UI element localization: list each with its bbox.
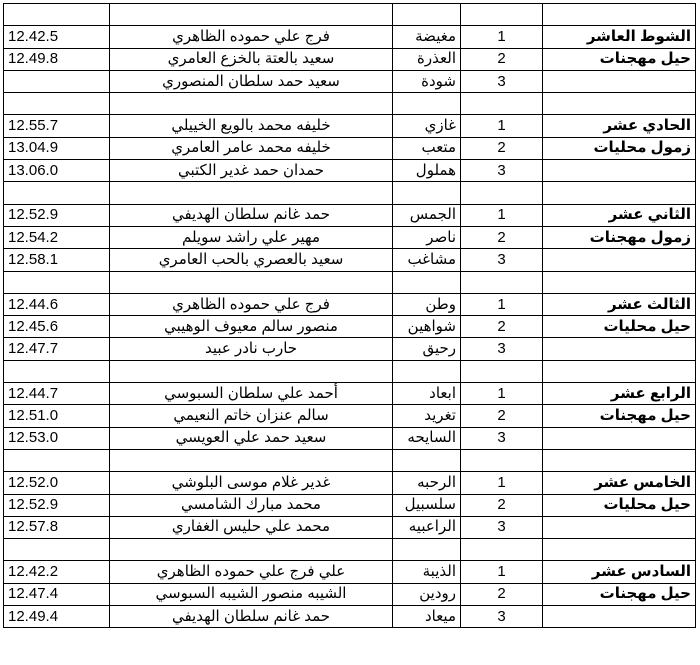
horse-name: السايحه (393, 427, 461, 449)
empty-cell (461, 360, 543, 382)
empty-cell (393, 539, 461, 561)
race-category: زمول مهجنات (543, 226, 696, 248)
empty-cell (543, 4, 696, 26)
empty-cell (110, 449, 393, 471)
finish-place: 2 (461, 137, 543, 159)
horse-name: رحيق (393, 338, 461, 360)
horse-name: العذرة (393, 48, 461, 70)
finish-time: 12.52.9 (4, 494, 110, 516)
result-row (4, 26, 696, 48)
race-name: الرابع عشر (543, 383, 696, 405)
finish-place: 2 (461, 226, 543, 248)
race-category: حيل محليات (543, 316, 696, 338)
empty-cell (393, 4, 461, 26)
empty-cell (4, 93, 110, 115)
race-name: السادس عشر (543, 561, 696, 583)
result-row (4, 583, 696, 605)
empty-cell (461, 271, 543, 293)
result-row (4, 316, 696, 338)
owner-name: علي فرج علي حموده الظاهري (110, 561, 393, 583)
race-category: حيل مهجنات (543, 405, 696, 427)
empty-cell (543, 360, 696, 382)
horse-name: مشاغب (393, 249, 461, 271)
result-row (4, 516, 696, 538)
horse-name: الذيبة (393, 561, 461, 583)
empty-cell (393, 182, 461, 204)
finish-time: 12.55.7 (4, 115, 110, 137)
finish-time: 12.42.5 (4, 26, 110, 48)
result-row (4, 160, 696, 182)
result-row (4, 472, 696, 494)
finish-place: 1 (461, 204, 543, 226)
result-row (4, 606, 696, 628)
finish-time: 12.44.7 (4, 383, 110, 405)
empty-cell (110, 271, 393, 293)
empty-cell (393, 449, 461, 471)
separator-row (4, 360, 696, 382)
result-row (4, 427, 696, 449)
empty-cell (4, 539, 110, 561)
finish-place: 1 (461, 561, 543, 583)
empty-cell (543, 182, 696, 204)
owner-name: سعيد بالعصري بالحب العامري (110, 249, 393, 271)
empty-cell (4, 182, 110, 204)
separator-row (4, 93, 696, 115)
finish-place: 1 (461, 293, 543, 315)
separator-row (4, 4, 696, 26)
owner-name: محمد مبارك الشامسي (110, 494, 393, 516)
owner-name: فرج علي حموده الظاهري (110, 293, 393, 315)
horse-name: هملول (393, 160, 461, 182)
result-row (4, 405, 696, 427)
finish-place: 3 (461, 249, 543, 271)
empty-cell (543, 160, 696, 182)
empty-cell (110, 182, 393, 204)
empty-cell (543, 606, 696, 628)
empty-cell (543, 449, 696, 471)
finish-place: 1 (461, 26, 543, 48)
finish-time: 12.42.2 (4, 561, 110, 583)
finish-time: 12.52.0 (4, 472, 110, 494)
finish-place: 3 (461, 338, 543, 360)
finish-place: 3 (461, 70, 543, 92)
result-row (4, 338, 696, 360)
empty-cell (461, 4, 543, 26)
empty-cell (393, 93, 461, 115)
finish-time: 12.53.0 (4, 427, 110, 449)
race-category: حيل محليات (543, 494, 696, 516)
horse-name: الراعبيه (393, 516, 461, 538)
finish-place: 3 (461, 160, 543, 182)
result-row (4, 70, 696, 92)
finish-time: 12.58.1 (4, 249, 110, 271)
owner-name: حمد غانم سلطان الهديفي (110, 606, 393, 628)
horse-name: ابعاد (393, 383, 461, 405)
owner-name: حمد غانم سلطان الهديفي (110, 204, 393, 226)
result-row (4, 383, 696, 405)
finish-place: 1 (461, 115, 543, 137)
horse-name: الرحبه (393, 472, 461, 494)
separator-row (4, 539, 696, 561)
separator-row (4, 271, 696, 293)
finish-time: 12.57.8 (4, 516, 110, 538)
race-results-table (3, 3, 696, 628)
finish-time: 12.51.0 (4, 405, 110, 427)
result-row (4, 48, 696, 70)
owner-name: محمد علي حليس الغفاري (110, 516, 393, 538)
owner-name: خليفه محمد بالويع الخييلي (110, 115, 393, 137)
owner-name: فرج علي حموده الظاهري (110, 26, 393, 48)
empty-cell (543, 271, 696, 293)
empty-cell (461, 182, 543, 204)
result-row (4, 204, 696, 226)
finish-place: 2 (461, 494, 543, 516)
result-row (4, 293, 696, 315)
owner-name: خليفه محمد عامر العامري (110, 137, 393, 159)
finish-place: 2 (461, 583, 543, 605)
horse-name: الجمس (393, 204, 461, 226)
empty-cell (110, 539, 393, 561)
horse-name: شواهين (393, 316, 461, 338)
race-name: الثالث عشر (543, 293, 696, 315)
finish-place: 2 (461, 48, 543, 70)
horse-name: تغريد (393, 405, 461, 427)
separator-row (4, 182, 696, 204)
result-row (4, 561, 696, 583)
horse-name: سلسبيل (393, 494, 461, 516)
horse-name: ميعاد (393, 606, 461, 628)
horse-name: وطن (393, 293, 461, 315)
separator-row (4, 449, 696, 471)
result-row (4, 226, 696, 248)
result-row (4, 494, 696, 516)
owner-name: حارب نادر عبيد (110, 338, 393, 360)
finish-place: 2 (461, 405, 543, 427)
empty-cell (4, 449, 110, 471)
empty-cell (543, 427, 696, 449)
empty-cell (110, 93, 393, 115)
horse-name: ناصر (393, 226, 461, 248)
owner-name: منصور سالم معيوف الوهيبي (110, 316, 393, 338)
horse-name: مغيضة (393, 26, 461, 48)
finish-time: 12.52.9 (4, 204, 110, 226)
empty-cell (461, 449, 543, 471)
finish-time: 13.06.0 (4, 160, 110, 182)
race-results-body (4, 4, 696, 628)
horse-name: شودة (393, 70, 461, 92)
result-row (4, 115, 696, 137)
horse-name: رودين (393, 583, 461, 605)
empty-cell (543, 70, 696, 92)
empty-cell (543, 516, 696, 538)
result-row (4, 137, 696, 159)
finish-place: 2 (461, 316, 543, 338)
finish-place: 1 (461, 383, 543, 405)
empty-cell (4, 4, 110, 26)
empty-cell (543, 539, 696, 561)
horse-name: غازي (393, 115, 461, 137)
owner-name: سالم عنزان خاتم النعيمي (110, 405, 393, 427)
race-name: الخامس عشر (543, 472, 696, 494)
empty-cell (543, 249, 696, 271)
finish-time: 12.47.4 (4, 583, 110, 605)
owner-name: مهير علي راشد سويلم (110, 226, 393, 248)
race-category: حيل مهجنات (543, 583, 696, 605)
owner-name: حمدان حمد غدير الكتبي (110, 160, 393, 182)
finish-time (4, 70, 110, 92)
empty-cell (461, 539, 543, 561)
race-name: الثاني عشر (543, 204, 696, 226)
finish-place: 3 (461, 606, 543, 628)
empty-cell (393, 360, 461, 382)
empty-cell (110, 360, 393, 382)
empty-cell (543, 338, 696, 360)
race-name: الشوط العاشر (543, 26, 696, 48)
race-category: زمول محليات (543, 137, 696, 159)
owner-name: الشيبه منصور الشيبه السبوسي (110, 583, 393, 605)
owner-name: أحمد علي سلطان السبوسي (110, 383, 393, 405)
finish-time: 12.49.8 (4, 48, 110, 70)
horse-name: متعب (393, 137, 461, 159)
finish-time: 12.45.6 (4, 316, 110, 338)
race-category: حيل مهجنات (543, 48, 696, 70)
empty-cell (393, 271, 461, 293)
finish-place: 3 (461, 427, 543, 449)
empty-cell (110, 4, 393, 26)
owner-name: غدير غلام موسى البلوشي (110, 472, 393, 494)
finish-time: 12.44.6 (4, 293, 110, 315)
finish-time: 12.47.7 (4, 338, 110, 360)
empty-cell (461, 93, 543, 115)
empty-cell (543, 93, 696, 115)
owner-name: سعيد بالعتة بالخزع العامري (110, 48, 393, 70)
result-row (4, 249, 696, 271)
race-name: الحادي عشر (543, 115, 696, 137)
finish-time: 13.04.9 (4, 137, 110, 159)
finish-place: 1 (461, 472, 543, 494)
finish-time: 12.54.2 (4, 226, 110, 248)
empty-cell (4, 360, 110, 382)
owner-name: سعيد حمد سلطان المنصوري (110, 70, 393, 92)
finish-place: 3 (461, 516, 543, 538)
finish-time: 12.49.4 (4, 606, 110, 628)
empty-cell (4, 271, 110, 293)
owner-name: سعيد حمد علي العويسي (110, 427, 393, 449)
